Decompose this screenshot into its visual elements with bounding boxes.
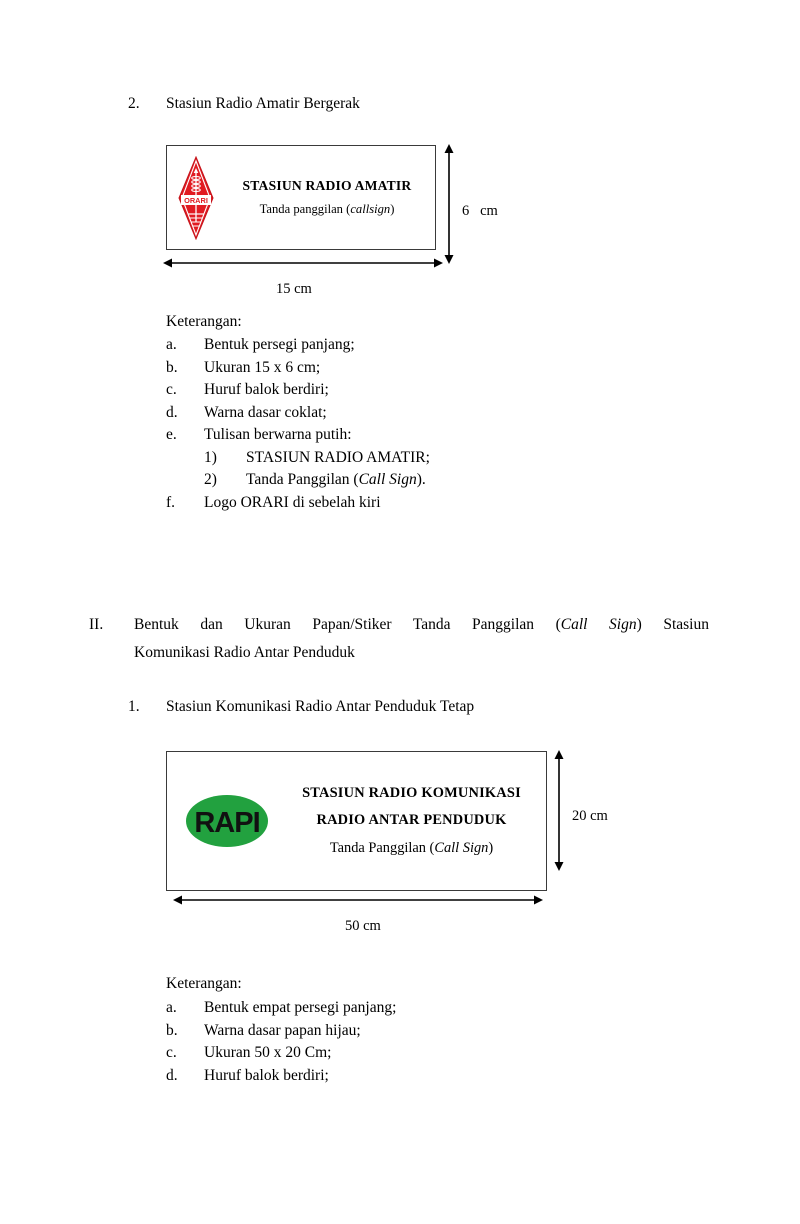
list-item-text: Bentuk empat persegi panjang;: [204, 999, 397, 1016]
list-item-marker: d.: [166, 403, 178, 421]
rapi-logo: [185, 793, 269, 849]
list-item-marker: b.: [166, 1021, 178, 1039]
sub-list-item-prefix: STASIUN RADIO AMATIR;: [246, 448, 430, 466]
sub-list-item: [204, 450, 586, 466]
heading-text: Stasiun Komunikasi Radio Antar Penduduk Tetap: [166, 698, 475, 715]
orari-sign-line2-suffix: ): [390, 201, 395, 216]
sub-list-item-prefix: Tanda Panggilan (: [246, 471, 359, 488]
list-item-text: Warna dasar coklat;: [204, 403, 327, 421]
list-item: [166, 337, 586, 353]
list-item-marker: a.: [166, 336, 177, 353]
heading-marker: 2.: [128, 95, 140, 112]
list-item: [166, 427, 586, 443]
rapi-logo-container: [167, 793, 287, 849]
rapi-sign-line3-prefix: Tanda Panggilan (: [329, 839, 435, 856]
list-item-text: Ukuran 50 x 20 Cm;: [204, 1044, 332, 1061]
orari-sign-line2-prefix: Tanda panggilan (: [259, 201, 351, 216]
heading-section-rapi: [89, 611, 709, 666]
list-item-text: Huruf balok berdiri;: [204, 381, 329, 398]
sub-list-item: [204, 472, 586, 488]
list-item-text: Tulisan berwarna putih:: [204, 426, 352, 443]
section-heading-line1-italic: Call Sign: [560, 616, 637, 633]
sub-list-item-text: [246, 472, 586, 488]
list-item-marker: c.: [166, 1044, 177, 1061]
orari-sign-line2: [225, 202, 429, 218]
sub-list-amatir: [204, 450, 586, 488]
list-item-text: Logo ORARI di sebelah kiri: [204, 493, 381, 511]
list-item-marker: d.: [166, 1066, 178, 1084]
list-item-text: Bentuk persegi panjang;: [204, 336, 355, 353]
list-item: [166, 360, 586, 376]
section-marker: II.: [89, 616, 104, 633]
heading-marker: 1.: [128, 698, 140, 715]
sign-preview-rapi: [166, 751, 547, 891]
section-heading-text: [134, 611, 709, 666]
list-item: [166, 1000, 586, 1016]
sub-list-item-suffix: ).: [416, 471, 426, 488]
list-item: [166, 405, 586, 421]
heading-stasiun-rapi-tetap: [128, 695, 688, 718]
sub-list-item-marker: 2): [204, 471, 217, 488]
rapi-sign-text: [287, 780, 546, 862]
dimension-label-height-rapi: 20 cm: [572, 808, 608, 824]
dimension-arrow-horizontal-amatir: [162, 255, 444, 271]
sub-list-item-marker: 1): [204, 448, 217, 466]
list-item-text: Warna dasar papan hijau;: [204, 1021, 361, 1039]
list-item: [166, 1068, 586, 1084]
list-item-marker: b.: [166, 358, 178, 376]
rapi-sign-line1: STASIUN RADIO KOMUNIKASI: [302, 784, 521, 801]
dimension-label-width-amatir: 15 cm: [276, 281, 312, 297]
orari-sign-text: [225, 178, 435, 218]
dimension-label-height-amatir: 6 cm: [462, 203, 498, 219]
list-item: [166, 1045, 586, 1061]
list-item: [166, 382, 586, 398]
orari-logo-container: [167, 156, 225, 240]
list-item-text: Huruf balok berdiri;: [204, 1066, 329, 1084]
list-item-text: Ukuran 15 x 6 cm;: [204, 358, 321, 376]
rapi-sign-line2: RADIO ANTAR PENDUDUK: [316, 812, 507, 829]
list-item-marker: f.: [166, 493, 176, 511]
section-heading-line2: Komunikasi Radio Antar Penduduk: [134, 643, 355, 661]
rapi-sign-line3-italic: Call Sign: [434, 839, 489, 856]
sign-preview-amatir: [166, 145, 436, 250]
list-item-marker: c.: [166, 381, 177, 398]
list-item-marker: a.: [166, 999, 177, 1016]
keterangan-title-amatir: Keterangan:: [166, 313, 242, 330]
section-heading-line1-prefix: Bentuk dan Ukuran Papan/Stiker Tanda Panggilan (: [134, 616, 561, 633]
dimension-arrow-horizontal-rapi: [172, 892, 544, 908]
list-item-marker: e.: [166, 426, 177, 443]
sub-list-item-italic: Call Sign: [358, 471, 417, 488]
sub-list-item-text: [246, 450, 586, 466]
heading-text: Stasiun Radio Amatir Bergerak: [166, 95, 360, 112]
orari-logo: [177, 156, 215, 240]
keterangan-list-rapi: [166, 1000, 586, 1090]
orari-logo-text: ORARI: [184, 195, 208, 205]
rapi-sign-line3: [287, 835, 536, 862]
orari-sign-line1: STASIUN RADIO AMATIR: [242, 177, 412, 193]
rapi-logo-text: RAPI: [194, 807, 260, 839]
section-heading-line1-suffix: ) Stasiun: [636, 616, 709, 633]
dimension-arrow-vertical-amatir: [438, 143, 460, 265]
section-heading-line1: [134, 611, 709, 639]
keterangan-title-rapi: Keterangan:: [166, 975, 242, 992]
dimension-label-width-rapi: 50 cm: [345, 918, 381, 934]
dimension-arrow-vertical-rapi: [548, 749, 570, 872]
orari-sign-line2-italic: callsign: [350, 201, 391, 216]
rapi-sign-line3-suffix: ): [488, 839, 494, 856]
heading-stasiun-radio-amatir-bergerak: [128, 92, 688, 115]
list-item: [166, 495, 586, 511]
list-item: [166, 1023, 586, 1039]
keterangan-list-amatir: [166, 337, 586, 517]
